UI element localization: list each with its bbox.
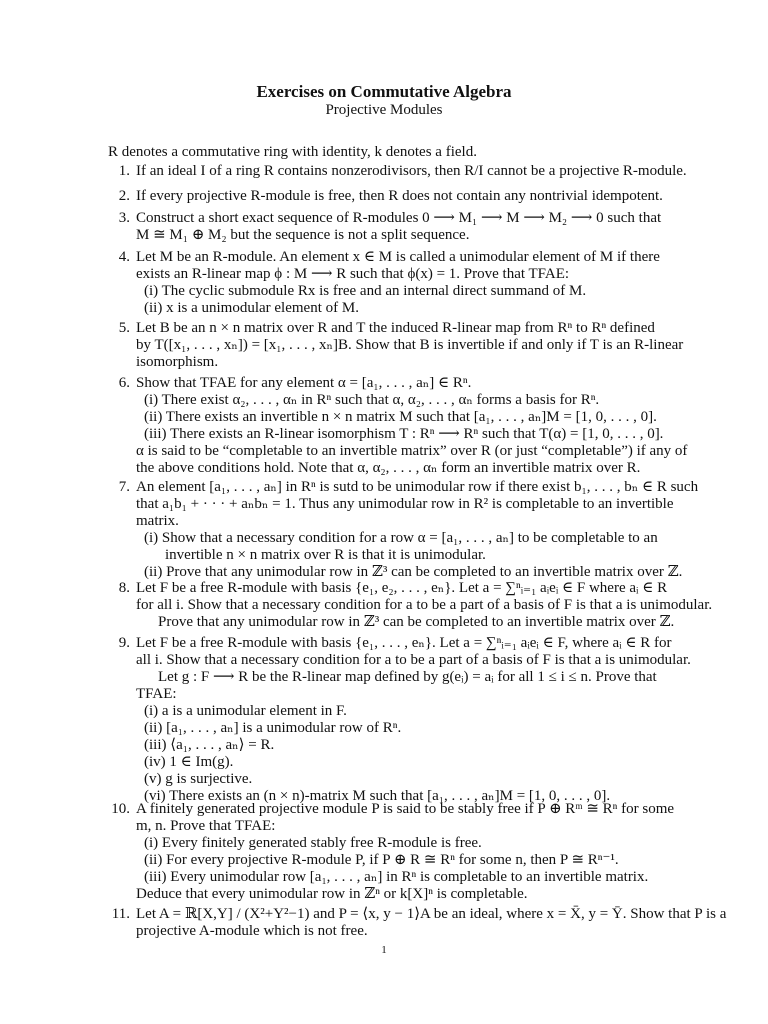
exercise-line: isomorphism. — [136, 354, 219, 370]
exercise-subitem: (v) g is surjective. — [144, 771, 253, 787]
exercise-line: If every projective R-module is free, then R does not contain any nontrivial idempotent. — [136, 188, 663, 204]
exercise-subitem: (iv) 1 ∈ Im(g). — [144, 754, 234, 770]
exercise-2 — [118, 188, 663, 205]
exercise-line: Let F be a free R-module with basis {e₁, e₂, . . . , eₙ}. Let a = ∑ⁿᵢ₌₁ aᵢeᵢ ∈ F where aᵢ ∈ R — [136, 580, 668, 596]
exercise-subitem: (iii) There exists an R-linear isomorphism T : Rⁿ ⟶ Rⁿ such that T(α) = [1, 0, . . . , 0]. — [144, 426, 664, 442]
exercise-number: 9. — [118, 635, 130, 651]
document-title: Exercises on Commutative Algebra — [256, 82, 512, 101]
exercise-6 — [118, 375, 688, 477]
exercise-1 — [118, 163, 687, 180]
exercise-number: 3. — [118, 210, 130, 226]
exercise-subitem: (vi) There exists an (n × n)-matrix M such that [a₁, . . . , aₙ]M = [1, 0, . . . , 0]. — [144, 788, 611, 804]
exercise-3 — [118, 210, 662, 244]
exercise-number: 5. — [118, 320, 130, 336]
exercise-line: A finitely generated projective module P is said to be stably free if P ⊕ Rᵐ ≅ Rⁿ for some — [136, 801, 675, 817]
exercise-line: Construct a short exact sequence of R-modules 0 ⟶ M₁ ⟶ M ⟶ M₂ ⟶ 0 such that — [136, 210, 662, 226]
page-number: 1 — [381, 944, 387, 956]
exercise-subitem: (i) Show that a necessary condition for a row α = [a₁, . . . , aₙ] to be completable to an — [144, 530, 658, 546]
exercise-subitem-continued: invertible n × n matrix over R is that it is unimodular. — [165, 547, 486, 563]
exercise-subitem: (ii) [a₁, . . . , aₙ] is a unimodular row of Rⁿ. — [144, 720, 402, 736]
exercise-7 — [118, 479, 699, 581]
exercise-line: Show that TFAE for any element α = [a₁, . . . , aₙ] ∈ Rⁿ. — [136, 375, 472, 391]
exercise-10 — [111, 801, 675, 903]
exercise-line: projective A-module which is not free. — [136, 923, 368, 939]
exercise-line: Let B be an n × n matrix over R and T the induced R-linear map from Rⁿ to Rⁿ defined — [136, 320, 655, 336]
exercise-subitem: (i) a is a unimodular element in F. — [144, 703, 347, 719]
exercise-number: 4. — [118, 249, 130, 265]
exercise-8 — [118, 580, 713, 631]
exercise-subitem: (iii) ⟨a₁, . . . , aₙ⟩ = R. — [144, 737, 275, 753]
exercise-line: that a₁b₁ + · · · + aₙbₙ = 1. Thus any unimodular row in R² is completable to an invertible — [136, 496, 674, 512]
exercise-line: by T([x₁, . . . , xₙ]) = [x₁, . . . , xₙ]B. Show that B is invertible if and only if T is an R-linear — [136, 337, 684, 353]
exercise-number: 2. — [118, 188, 130, 204]
document-subtitle: Projective Modules — [325, 102, 443, 118]
exercise-subitem: (i) There exist α₂, . . . , αₙ in Rⁿ such that α, α₂, . . . , αₙ forms a basis for Rⁿ. — [144, 392, 600, 408]
exercise-4 — [118, 249, 660, 317]
exercise-line: α is said to be “completable to an invertible matrix” over R (or just “completable”) if any of — [136, 443, 688, 459]
exercise-number: 10. — [111, 801, 130, 817]
exercise-number: 6. — [118, 375, 130, 391]
exercise-line: Deduce that every unimodular row in ℤⁿ or k[X]ⁿ is completable. — [136, 886, 528, 902]
exercise-line: all i. Show that a necessary condition for a to be a part of a basis of F is that a is unimodular. — [136, 652, 691, 668]
exercise-line: for all i. Show that a necessary condition for a to be a part of a basis of F is that a is unimodular. — [136, 597, 713, 613]
exercise-line: the above conditions hold. Note that α, α₂, . . . , αₙ form an invertible matrix over R. — [136, 460, 641, 476]
exercise-line: Let A = ℝ[X,Y] / (X²+Y²−1) and P = ⟨x, y − 1⟩A be an ideal, where x = X̄, y = Ȳ. Show that P is a — [136, 906, 727, 922]
exercise-number: 7. — [118, 479, 130, 495]
exercise-line: M ≅ M₁ ⊕ M₂ but the sequence is not a split sequence. — [136, 227, 470, 243]
exercise-subitem: (iii) Every unimodular row [a₁, . . . , aₙ] in Rⁿ is completable to an invertible matrix. — [144, 869, 649, 885]
exercise-line: TFAE: — [136, 686, 177, 702]
exercise-subitem: (ii) There exists an invertible n × n matrix M such that [a₁, . . . , aₙ]M = [1, 0, . . . , 0]. — [144, 409, 657, 425]
exercise-line: m, n. Prove that TFAE: — [136, 818, 276, 834]
exercise-11 — [111, 906, 727, 940]
exercise-subitem: (ii) Prove that any unimodular row in ℤ³ can be completed to an invertible matrix over ℤ. — [144, 564, 683, 580]
exercise-line: exists an R-linear map ϕ : M ⟶ R such that ϕ(x) = 1. Prove that TFAE: — [136, 266, 570, 282]
exercise-9 — [118, 635, 691, 805]
exercise-line: Let g : F ⟶ R be the R-linear map defined by g(eᵢ) = aᵢ for all 1 ≤ i ≤ n. Prove that — [158, 669, 657, 685]
exercise-subitem: (i) Every finitely generated stably free R-module is free. — [144, 835, 482, 851]
exercise-number: 11. — [111, 906, 130, 922]
exercise-line: matrix. — [136, 513, 179, 529]
exercise-line: Let F be a free R-module with basis {e₁, . . . , eₙ}. Let a = ∑ⁿᵢ₌₁ aᵢeᵢ ∈ F, where aᵢ ∈ R for — [136, 635, 672, 651]
exercise-subitem: (i) The cyclic submodule Rx is free and an internal direct summand of M. — [144, 283, 587, 299]
exercise-line: Let M be an R-module. An element x ∈ M is called a unimodular element of M if there — [136, 249, 660, 265]
exercise-number: 8. — [118, 580, 130, 596]
exercise-5 — [118, 320, 684, 371]
exercise-line: Prove that any unimodular row in ℤ³ can be completed to an invertible matrix over ℤ. — [158, 614, 675, 630]
exercise-line: An element [a₁, . . . , aₙ] in Rⁿ is sutd to be unimodular row if there exist b₁, . . . , bₙ ∈ R such — [136, 479, 699, 495]
intro-text: R denotes a commutative ring with identity, k denotes a field. — [108, 144, 477, 160]
exercise-number: 1. — [118, 163, 130, 179]
exercise-subitem: (ii) x is a unimodular element of M. — [144, 300, 359, 316]
exercise-subitem: (ii) For every projective R-module P, if P ⊕ R ≅ Rⁿ for some n, then P ≅ Rⁿ⁻¹. — [144, 852, 619, 868]
exercise-line: If an ideal I of a ring R contains nonzerodivisors, then R/I cannot be a projective R-module. — [136, 163, 687, 179]
